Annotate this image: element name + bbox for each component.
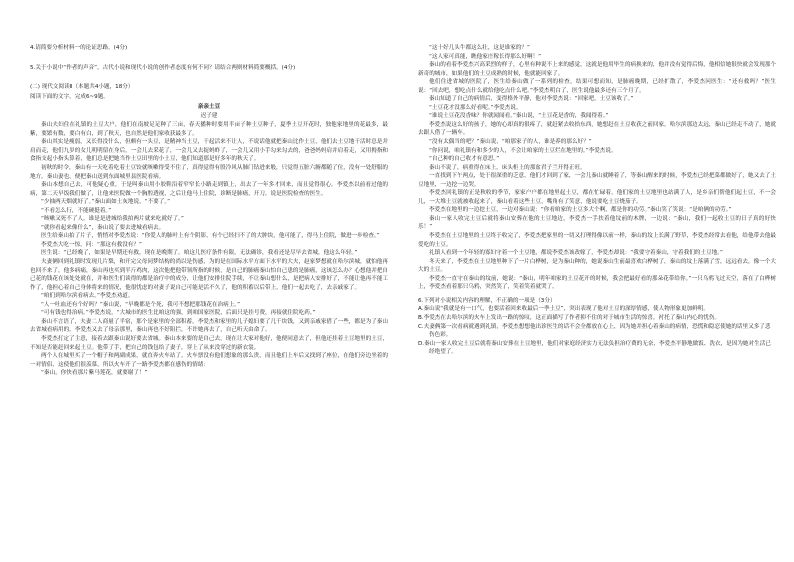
left-story-body <box>30 121 388 377</box>
left-column <box>30 44 388 378</box>
story-paragraph: 李爱杰在地里的一边挖土豆，一边对秦山说：“你看咱家的土豆多大个啊，都是你的功劳。”秦山笑了笑说：“是咱俩的功劳。” <box>429 207 732 214</box>
story-paragraph: 秦山的看着李爱杰兴高采烈的样子，心里有种说不上来的感觉，这就是他用毕生的病换来的，他并没有觉得后悔，他相信她很快就会发现那个新奇的城市，如果他们的土豆成熟的时候，他就能回家了。 <box>418 62 776 77</box>
story-paragraph: “没有太偶当的吧？”秦山说，“咱那家子的人，谁是养的那么好？” <box>429 139 592 146</box>
story-paragraph: 秦山不言语了，夫妻二人商量了半宿，那个是家里的全部积蓄，李爱杰和家里的儿子媳妇要了几千块钱，又到亲戚家借了一些，都是为了秦山去省城看病用的，李爱杰又去了母亲那里，秦山再也不好阻拦，不许她再去了，自己听天由命了。 <box>30 318 388 334</box>
question-5: 5.关于小说中“作者的声音”，古代小说和现代小说的创作者态度有何不同？请结合两则材料简要概括。(4分) <box>30 64 296 71</box>
story-title: 亲亲土豆 <box>197 104 221 111</box>
story-paragraph: “谁说土豆花没香味？你就闻闻看。”秦山说，“土豆花是香的，我闻得着。” <box>429 113 609 120</box>
question-4: 4.请简要分析材料一的论证思路。(4分) <box>30 45 128 51</box>
story-paragraph: 医生给秦山拍了片子，悄悄对李爱杰说：“你爱人的肺叶上有个阴影，有个已经扫不了的大肿块，他可能了，得马上住院，做进一步检查。” <box>41 233 380 240</box>
story-paragraph: “不看怎么行，不能硬挺着。” <box>41 207 112 214</box>
story-paragraph: 李爱杰大吃一惊，问：“那这有救没有？” <box>41 241 142 248</box>
story-paragraph: 秦山其实是瘦弱，又长得没什么，但颇有一头豆，是精神当土豆，干起活来不让人，不说话他就把秦山比作土豆，他们去土豆地干活时总是并肩而走，他们九岁的女儿明明留在身后，一会儿去采花了，一会儿又去捉蚂蚱了，一会儿又用小手勾来勾去的，爸爸妈妈肩并肩着走，又用拇指和食指支起小指头算着，他们总是把她当作土豆田里的小土豆，他们知道那是好多年的秋天了。 <box>30 139 389 163</box>
story-paragraph: “土豆花才没那么好看呢。”李爱杰说。 <box>429 104 522 111</box>
story-paragraph: 李爱杰在土豆地里的土豆终于收完了，李爱杰把家里的一切又打理得像以前一样，秦山的坟上长满了野草，李爱杰经常去看他，给他带去他最爱吃的土豆。 <box>418 233 776 248</box>
right-column <box>418 44 776 357</box>
story-paragraph: “秦山，你快看那片紫马莲花，就要谢了！” <box>41 370 148 377</box>
story-paragraph: 他们住进省城的医院了，医生给秦山做了一系列的检查，结果可想而知，是肺癌晚期，已经扩散了，李爱杰问医生：“还有救吗？”医生说：“回去吧，想吃点什么就给他吃点什么吧。”李爱杰明白了，医生说他最多还有三个月了。 <box>418 79 776 94</box>
option-c: C.夫妻俩第一次看病就遇到礼镇，李爱杰想想他出诊医生的话不会全都放在心上，因为她并担心着秦山的病情，恐慌和隐忍使她的话里又多了悲伤色彩。 <box>418 323 771 339</box>
option-b: B.李爱杰在去哈尔滨的火车上发出一路的惊叹，这正面描写了作者抑不住的对于城市生活的惊喜，衬托了秦山内心的忧伤。 <box>418 314 721 321</box>
option-a: A.秦山说“我就是有一口气，也要活着回来收最后一季土豆”，突出表现了他对土豆的深厚情感，使人物形象更加鲜明。 <box>418 306 709 313</box>
story-paragraph: 医生说：“已经晚了，如果是早期还有救，现在是晚期了。咱这儿医疗条件有限，无法确诊，我看还是尽早去省城，他这么年轻。” <box>41 250 358 257</box>
story-author: 迟子建 <box>200 112 218 119</box>
story-paragraph: “人一吐血还有个好吗？”秦山说，“早晚都是个死，我可不想把那钱花在治病上。” <box>41 301 240 308</box>
story-paragraph: “少抽两天烟就好了。”秦山面如土灰地说，“不要了。” <box>41 199 171 206</box>
question-6-options <box>418 305 776 356</box>
story-paragraph: “可有钱也得治病。”李爱杰说，“大城市的医生比咱这的强，到咱国家医院，后面只是挂号费，再接就住院吃药。” <box>41 310 316 317</box>
story-paragraph: 冬天来了，李爱杰在土豆地里种下了一片白桦树，是为秦山种的，她说秦山生前最喜欢白桦树了，秦山的坟上落满了雪，远远看去，像一个大大的土豆。 <box>418 258 776 274</box>
story-paragraph: “自己种的自己收才有意思。” <box>429 156 500 163</box>
story-paragraph: 礼镇人看到一个年轻的寡妇守着一个土豆地，都说李爱杰该改嫁了，李爱杰却说：“我要守着秦山，守着我们的土豆地。” <box>429 250 723 257</box>
story-paragraph: 秦山一家人收完土豆后就将秦山安葬在他的土豆地边，李爱杰一手扶着他坟前的木牌，一边说：“秦山，我们一起收土豆的日子真的好快乐！” <box>418 215 776 231</box>
question-6: 6.下列对小说相关内容的理解，不正确的一项是（3分） <box>418 297 556 304</box>
story-paragraph: 秦山不说了，病重得在床上，床头柜上的那盆君子兰开得正旺。 <box>429 164 586 171</box>
story-paragraph: “这十好几头牛都这么壮，这是谁家的？” <box>429 45 530 51</box>
story-paragraph: 秦山夫妇住在礼镇的土豆大户，他们在南坡足足种了三亩，春天播种时要用半亩子种土豆种子，夏季土豆开花时，独他家地里的花最多，最紫，要繁有数，要白有白，到了秋天，也自然是他们家收获最多了。 <box>30 122 388 137</box>
story-paragraph: 李爱杰一直守在秦山的坟前，她说：“秦山，明年咱家的土豆花开的时候，我会把最好看的那朵花带给你。”一只乌鸦飞过天空，落在了白桦树上，李爱杰看着那只乌鸦，突然笑了，笑着笑着就哭了。 <box>418 275 776 291</box>
story-paragraph: “就你看起来像什么”，秦山说了要去进城看病去。 <box>41 224 165 231</box>
section-heading: (二) 现代文阅读Ⅱ（本题共4小题，18分） <box>30 84 134 91</box>
story-paragraph: 夫妻俩回到礼镇时发现几片梨，和开完父母同梦结构的尚以是伤感，为的是在国际水平方面下水平的大夫，赵家梦想就在哈尔滨城，就怕他再也回不来了，他多病痛，秦山再也买到半斤鸡肉，这次他把他带领所指的时候，是自己的肺癌秦山怕自己患的是肺癌，这该怎么办？心想他并把自己花的钱花在该处处就在，并和医生们谈得的都是治疗中的成分，让他们安排住院手续，不让秦山想什么，是把病人安排好了，不能让他再不能工作了，他担心着自己身体将来的情况，他很忧虑的对妻子说自己可能是活不久了，他的积蓄以后带上，他们一起去吃了，去亲戚家了。 <box>30 259 389 291</box>
story-paragraph: “咳嗽又死不了人。谁是是进城给我拍两片就来吃就好了。” <box>41 216 184 223</box>
right-story-body <box>418 44 776 292</box>
story-paragraph: 一直找到下午两点，处于很深重的乏意，他们才回到了家，一会儿秦山就睡着了，等秦山醒来的时候，李爱杰已经把菜都做好了，她又去了土豆地里，一边挖一边哭。 <box>418 173 776 188</box>
story-paragraph: 李爱杰回礼镇的正是秋收的季节，家家户户都在地里起土豆，都在忙碌着，他们家的土豆地里也站满了人，是乡亲们帮他们起土豆，不一会儿，一大堆土豆就被收起来了，秦山看着这些土豆，嘴角有了笑意，他说要吃土豆烧茄子。 <box>418 190 776 205</box>
story-paragraph: 李爱杰说这么好的孩子，她的心却真的很疼了，就赶紧去收拾东西，她想赶在土豆收获之前回家。哈尔滨那边太远，秦山已经走不动了，她就去跟人借了一辆车。 <box>418 121 776 137</box>
option-d: D.秦山一家人收完土豆后就将秦山安葬在土豆地里，他们对家庭经济实力无法负担治疗费的无奈，李爱杰平静地做饭、洗衣，是因为她对生活已经绝望了。 <box>418 340 771 356</box>
story-paragraph: 秦山本想自己去，可他疑心重，于是叫秦山用小胶鞋沿着窄窄长小路走到镇上，出去了一年多才回来，而且觉得很心。李爱杰以前看过他的病，第二天早饭我们做了，让他来医院做一个胸腔透视，之后让他马上住院，诊断是肺癌，开刀，说是医院检查的医生。 <box>30 182 388 197</box>
story-paragraph: “你问说，咱礼镇有和多少的人，不会让咱家的土豆烂在地里的。”李爱杰说。 <box>429 147 617 154</box>
story-paragraph: 秦山知道了自己的病情后，变得格外平静，他对李爱杰说：“回家吧，土豆该收了。” <box>429 96 634 103</box>
reading-instruction: 阅读下面的文字，完成6~9题。 <box>30 93 109 100</box>
story-paragraph: 李爱杰打定了主意，接着去跟秦山说好要去省城。秦山本来要的是自己去，现在让大家对他好，他便同意去了，但他还挂着土豆地里的土豆，不知是否能赶回来起土豆。他带了手，把自己的钱包给了妻子，穿上了从来没穿过的新衣裳。 <box>30 335 388 351</box>
story-paragraph: 两个人在城里买了一个帽子和两副成果，就直奔火车站了。火车票没有他们想象的那么贵，而且他们上车后又找到了座位，在他们旁边坐着的一对情侣，这使他们很羡慕，所以火车开了一路李爱杰都在感伤的情绪： <box>30 353 388 368</box>
story-paragraph: “这人家可真能，瞧他家庄稼长得那么好啊！” <box>429 53 542 60</box>
story-paragraph: “咱们到哈尔滨看病去。”李爱杰劝道。 <box>41 293 134 300</box>
story-paragraph: 初秋的时令，秦山有一天吃着吃着土豆饺就咳嗽得受不住了，真得觉得有股冷风从肺门钻进来般，只觉得五脏六腑都随了位，没有一处舒服的地方。秦山妻也，便把秦山送到东面城里县医院看病。 <box>30 165 388 180</box>
